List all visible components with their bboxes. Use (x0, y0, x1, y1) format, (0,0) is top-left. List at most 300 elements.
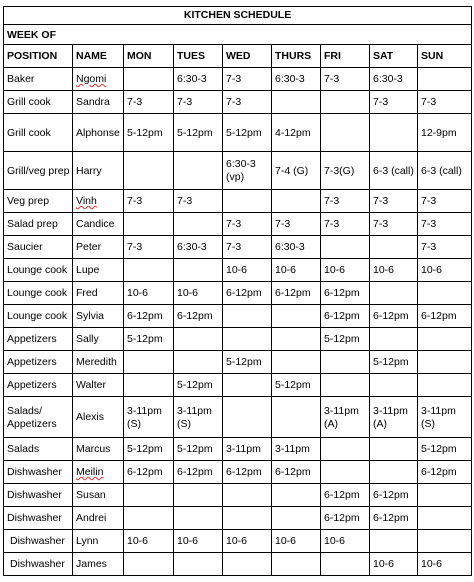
cell-fri[interactable] (321, 530, 370, 553)
cell-sun[interactable] (418, 351, 472, 374)
shift-text: 6-12pm (324, 512, 360, 524)
shift-text: 7-3 (275, 218, 291, 230)
cell-mon[interactable] (124, 68, 174, 91)
cell-name[interactable] (73, 484, 124, 507)
cell-fri[interactable] (321, 507, 370, 530)
cell-fri[interactable] (321, 374, 370, 397)
cell-tues[interactable] (174, 484, 223, 507)
shift-text: 7-3 (373, 218, 389, 230)
cell-wed[interactable] (223, 236, 272, 259)
cell-thurs[interactable] (272, 507, 321, 530)
cell-tues[interactable] (174, 236, 223, 259)
cell-tues[interactable] (174, 114, 223, 152)
position-text: Dishwasher (7, 466, 62, 478)
table-row (4, 553, 472, 576)
table-row (4, 484, 472, 507)
cell-tues[interactable] (174, 397, 223, 438)
cell-name[interactable] (73, 397, 124, 438)
shift-text: 3-11pm (S) (177, 404, 212, 430)
shift-text: 6-12pm (324, 287, 360, 299)
cell-mon[interactable] (124, 152, 174, 190)
table-row (4, 68, 472, 91)
shift-text: 3-11pm (S) (421, 404, 456, 430)
week-of-label[interactable]: WEEK OF (4, 25, 472, 45)
table-row (4, 282, 472, 305)
employee-name: Susan (76, 489, 106, 501)
cell-sat[interactable] (370, 282, 418, 305)
cell-position[interactable] (4, 305, 73, 328)
cell-name[interactable] (73, 507, 124, 530)
cell-position[interactable] (4, 374, 73, 397)
shift-text: 10-6 (177, 287, 199, 299)
shift-text: 10-6 (421, 264, 443, 276)
shift-text: 7-3 (226, 218, 242, 230)
cell-sat[interactable] (370, 236, 418, 259)
cell-sun[interactable] (418, 397, 472, 438)
cell-thurs[interactable] (272, 305, 321, 328)
shift-text: 10-6 (226, 264, 248, 276)
cell-sat[interactable] (370, 213, 418, 236)
employee-name: Sandra (76, 96, 110, 108)
header-tues[interactable]: TUES (174, 45, 223, 68)
cell-tues[interactable] (174, 374, 223, 397)
shift-text: 5-12pm (421, 443, 457, 455)
shift-text: 10-6 (127, 535, 149, 547)
table-row (4, 91, 472, 114)
header-mon[interactable]: MON (124, 45, 174, 68)
shift-text: 5-12pm (275, 379, 311, 391)
shift-text: 5-12pm (373, 356, 409, 368)
position-text: Dishwasher (7, 489, 62, 501)
shift-text: 7-3 (324, 73, 340, 85)
employee-name: Lynn (76, 535, 99, 547)
cell-name[interactable] (73, 190, 124, 213)
cell-sun[interactable] (418, 259, 472, 282)
header-sat[interactable]: SAT (370, 45, 418, 68)
position-text: Saucier (7, 241, 43, 253)
shift-text: 7-3 (177, 96, 193, 108)
header-thurs[interactable]: THURS (272, 45, 321, 68)
cell-position[interactable] (4, 152, 73, 190)
cell-mon[interactable] (124, 351, 174, 374)
cell-wed[interactable] (223, 91, 272, 114)
cell-wed[interactable] (223, 438, 272, 461)
cell-name[interactable] (73, 461, 124, 484)
shift-text: 5-12pm (177, 443, 213, 455)
table-row (4, 152, 472, 190)
cell-fri[interactable] (321, 461, 370, 484)
cell-wed[interactable] (223, 114, 272, 152)
cell-mon[interactable] (124, 553, 174, 576)
cell-thurs[interactable] (272, 259, 321, 282)
position-text: Grill cook (7, 96, 51, 108)
table-row (4, 114, 472, 152)
cell-name[interactable] (73, 91, 124, 114)
cell-fri[interactable] (321, 553, 370, 576)
cell-fri[interactable] (321, 236, 370, 259)
cell-sat[interactable] (370, 259, 418, 282)
cell-wed[interactable] (223, 530, 272, 553)
cell-thurs[interactable] (272, 236, 321, 259)
cell-fri[interactable] (321, 68, 370, 91)
cell-sun[interactable] (418, 282, 472, 305)
shift-text: 7-3 (324, 195, 340, 207)
position-text: Veg prep (7, 195, 50, 207)
employee-name: Alexis (76, 411, 105, 423)
shift-text: 10-6 (226, 535, 248, 547)
cell-thurs[interactable] (272, 374, 321, 397)
cell-mon[interactable] (124, 114, 174, 152)
schedule-title[interactable]: KITCHEN SCHEDULE (4, 7, 472, 25)
cell-name[interactable] (73, 305, 124, 328)
cell-fri[interactable] (321, 351, 370, 374)
cell-sat[interactable] (370, 484, 418, 507)
cell-name[interactable] (73, 259, 124, 282)
cell-sat[interactable] (370, 152, 418, 190)
table-row (4, 461, 472, 484)
cell-sun[interactable] (418, 374, 472, 397)
shift-text: 10-6 (324, 535, 346, 547)
cell-mon[interactable] (124, 397, 174, 438)
cell-mon[interactable] (124, 461, 174, 484)
cell-tues[interactable] (174, 351, 223, 374)
shift-text: 7-3 (421, 96, 437, 108)
cell-tues[interactable] (174, 282, 223, 305)
cell-name[interactable] (73, 351, 124, 374)
shift-text: 6-12pm (421, 310, 457, 322)
cell-thurs[interactable] (272, 530, 321, 553)
cell-fri[interactable] (321, 282, 370, 305)
cell-tues[interactable] (174, 461, 223, 484)
table-row (4, 328, 472, 351)
cell-tues[interactable] (174, 530, 223, 553)
cell-thurs[interactable] (272, 397, 321, 438)
cell-mon[interactable] (124, 374, 174, 397)
shift-text: 7-3 (226, 241, 242, 253)
header-fri[interactable]: FRI (321, 45, 370, 68)
shift-text: 6-12pm (177, 310, 213, 322)
shift-text: 6-12pm (373, 310, 409, 322)
cell-sun[interactable] (418, 91, 472, 114)
shift-text: 6-12pm (373, 489, 409, 501)
cell-sat[interactable] (370, 91, 418, 114)
shift-text: 3-11pm (A) (324, 404, 359, 430)
cell-position[interactable] (4, 530, 73, 553)
cell-position[interactable] (4, 553, 73, 576)
cell-wed[interactable] (223, 553, 272, 576)
shift-text: 6-12pm (324, 489, 360, 501)
cell-name[interactable] (73, 114, 124, 152)
table-row (4, 305, 472, 328)
cell-sat[interactable] (370, 507, 418, 530)
cell-sat[interactable] (370, 553, 418, 576)
shift-text: 7-3 (127, 195, 143, 207)
cell-wed[interactable] (223, 374, 272, 397)
cell-fri[interactable] (321, 438, 370, 461)
cell-name[interactable] (73, 282, 124, 305)
position-text: Dishwasher (7, 512, 62, 524)
cell-position[interactable] (4, 507, 73, 530)
cell-tues[interactable] (174, 190, 223, 213)
cell-thurs[interactable] (272, 190, 321, 213)
position-text: Dishwasher (10, 558, 65, 570)
shift-text: 7-3 (127, 96, 143, 108)
cell-sun[interactable] (418, 328, 472, 351)
employee-name: Harry (76, 164, 102, 177)
shift-text: 6-12pm (127, 310, 163, 322)
cell-sun[interactable] (418, 461, 472, 484)
cell-thurs[interactable] (272, 484, 321, 507)
shift-text: 5-12pm (226, 356, 262, 368)
position-text: Appetizers (7, 333, 57, 345)
column-header-row (4, 45, 472, 68)
table-row (4, 351, 472, 374)
cell-position[interactable] (4, 114, 73, 152)
cell-fri[interactable] (321, 259, 370, 282)
shift-text: 6:30-3 (177, 241, 207, 253)
cell-tues[interactable] (174, 91, 223, 114)
cell-thurs[interactable] (272, 461, 321, 484)
cell-sat[interactable] (370, 438, 418, 461)
cell-mon[interactable] (124, 438, 174, 461)
shift-text: 7-3 (373, 195, 389, 207)
cell-wed[interactable] (223, 305, 272, 328)
cell-wed[interactable] (223, 213, 272, 236)
cell-fri[interactable] (321, 152, 370, 190)
cell-thurs[interactable] (272, 351, 321, 374)
cell-sun[interactable] (418, 152, 472, 190)
cell-thurs[interactable] (272, 152, 321, 190)
position-text: Grill/veg prep (7, 164, 70, 177)
cell-wed[interactable] (223, 397, 272, 438)
kitchen-schedule-table (3, 6, 472, 576)
cell-mon[interactable] (124, 305, 174, 328)
cell-name[interactable] (73, 438, 124, 461)
cell-fri[interactable] (321, 114, 370, 152)
cell-sun[interactable] (418, 213, 472, 236)
cell-wed[interactable] (223, 351, 272, 374)
cell-sat[interactable] (370, 530, 418, 553)
cell-sat[interactable] (370, 190, 418, 213)
cell-sat[interactable] (370, 68, 418, 91)
position-text: Appetizers (7, 379, 57, 391)
cell-tues[interactable] (174, 553, 223, 576)
cell-wed[interactable] (223, 282, 272, 305)
cell-position[interactable] (4, 190, 73, 213)
cell-wed[interactable] (223, 507, 272, 530)
shift-text: 3-11pm (226, 443, 261, 455)
table-row (4, 236, 472, 259)
cell-tues[interactable] (174, 68, 223, 91)
shift-text: 6-12pm (421, 466, 457, 478)
cell-mon[interactable] (124, 259, 174, 282)
shift-text: 6-12pm (226, 287, 262, 299)
shift-text: 6-12pm (226, 466, 262, 478)
shift-text: 3-11pm (275, 443, 310, 455)
cell-sun[interactable] (418, 530, 472, 553)
cell-name[interactable] (73, 553, 124, 576)
cell-thurs[interactable] (272, 68, 321, 91)
shift-text: 10-6 (421, 558, 443, 570)
position-text: Baker (7, 73, 35, 85)
cell-tues[interactable] (174, 438, 223, 461)
cell-sun[interactable] (418, 114, 472, 152)
cell-sun[interactable] (418, 438, 472, 461)
cell-sat[interactable] (370, 328, 418, 351)
cell-position[interactable] (4, 438, 73, 461)
shift-text: 6-12pm (127, 466, 163, 478)
cell-sat[interactable] (370, 374, 418, 397)
cell-mon[interactable] (124, 282, 174, 305)
cell-tues[interactable] (174, 507, 223, 530)
cell-wed[interactable] (223, 68, 272, 91)
cell-wed[interactable] (223, 259, 272, 282)
cell-fri[interactable] (321, 328, 370, 351)
cell-mon[interactable] (124, 213, 174, 236)
cell-mon[interactable] (124, 236, 174, 259)
employee-name: Ngomi (76, 73, 107, 85)
cell-fri[interactable] (321, 484, 370, 507)
shift-text: 10-6 (177, 535, 199, 547)
cell-wed[interactable] (223, 190, 272, 213)
shift-text: 5-12pm (324, 333, 360, 345)
cell-fri[interactable] (321, 91, 370, 114)
table-row (4, 190, 472, 213)
cell-mon[interactable] (124, 507, 174, 530)
cell-sat[interactable] (370, 114, 418, 152)
employee-name: Sally (76, 333, 99, 345)
header-name[interactable]: NAME (73, 45, 124, 68)
cell-tues[interactable] (174, 152, 223, 190)
cell-name[interactable] (73, 530, 124, 553)
employee-name: Walter (76, 379, 106, 391)
shift-text: 6-12pm (324, 310, 360, 322)
shift-text: 7-3 (373, 96, 389, 108)
cell-thurs[interactable] (272, 114, 321, 152)
cell-fri[interactable] (321, 397, 370, 438)
cell-wed[interactable] (223, 484, 272, 507)
cell-tues[interactable] (174, 213, 223, 236)
cell-name[interactable] (73, 213, 124, 236)
table-row (4, 374, 472, 397)
position-text: Lounge cook (7, 287, 68, 299)
cell-sat[interactable] (370, 305, 418, 328)
cell-tues[interactable] (174, 328, 223, 351)
cell-name[interactable] (73, 236, 124, 259)
cell-position[interactable] (4, 236, 73, 259)
shift-text: 6-12pm (373, 512, 409, 524)
cell-sat[interactable] (370, 461, 418, 484)
cell-position[interactable] (4, 461, 73, 484)
cell-name[interactable] (73, 374, 124, 397)
cell-position[interactable] (4, 351, 73, 374)
shift-text: 10-6 (127, 287, 149, 299)
cell-sun[interactable] (418, 68, 472, 91)
employee-name: Lupe (76, 264, 100, 276)
shift-text: 4-12pm (275, 126, 311, 139)
cell-fri[interactable] (321, 213, 370, 236)
employee-name: Meilin (76, 466, 104, 478)
cell-sun[interactable] (418, 484, 472, 507)
employee-name: Fred (76, 287, 98, 299)
cell-name[interactable] (73, 152, 124, 190)
employee-name: Sylvia (76, 310, 105, 322)
cell-mon[interactable] (124, 91, 174, 114)
cell-name[interactable] (73, 68, 124, 91)
cell-sun[interactable] (418, 507, 472, 530)
cell-position[interactable] (4, 328, 73, 351)
cell-position[interactable] (4, 91, 73, 114)
shift-text: 7-3 (177, 195, 193, 207)
cell-fri[interactable] (321, 305, 370, 328)
cell-name[interactable] (73, 328, 124, 351)
cell-tues[interactable] (174, 305, 223, 328)
cell-position[interactable] (4, 68, 73, 91)
cell-sat[interactable] (370, 397, 418, 438)
shift-text: 7-3 (226, 73, 242, 85)
cell-sat[interactable] (370, 351, 418, 374)
cell-thurs[interactable] (272, 328, 321, 351)
cell-thurs[interactable] (272, 213, 321, 236)
cell-tues[interactable] (174, 259, 223, 282)
shift-text: 6-3 (call) (421, 164, 462, 177)
position-text: Lounge cook (7, 264, 68, 276)
cell-position[interactable] (4, 282, 73, 305)
table-row (4, 438, 472, 461)
cell-position[interactable] (4, 484, 73, 507)
table-row (4, 397, 472, 438)
shift-text: 10-6 (373, 264, 395, 276)
cell-wed[interactable] (223, 152, 272, 190)
cell-position[interactable] (4, 397, 73, 438)
employee-name: Marcus (76, 443, 111, 455)
shift-text: 5-12pm (127, 443, 163, 455)
cell-position[interactable] (4, 259, 73, 282)
cell-mon[interactable] (124, 328, 174, 351)
position-text: Dishwasher (10, 535, 65, 547)
header-wed[interactable]: WED (223, 45, 272, 68)
shift-text: 10-6 (373, 558, 395, 570)
cell-sun[interactable] (418, 236, 472, 259)
shift-text: 6-12pm (275, 287, 311, 299)
header-sun[interactable]: SUN (418, 45, 472, 68)
shift-text: 6:30-3 (vp) (226, 158, 256, 183)
cell-mon[interactable] (124, 530, 174, 553)
shift-text: 7-4 (G) (275, 164, 309, 177)
employee-name: James (76, 558, 107, 570)
employee-name: Andrei (76, 512, 107, 524)
cell-wed[interactable] (223, 328, 272, 351)
cell-thurs[interactable] (272, 438, 321, 461)
cell-sun[interactable] (418, 305, 472, 328)
cell-mon[interactable] (124, 190, 174, 213)
cell-thurs[interactable] (272, 553, 321, 576)
cell-thurs[interactable] (272, 91, 321, 114)
cell-thurs[interactable] (272, 282, 321, 305)
cell-wed[interactable] (223, 461, 272, 484)
cell-fri[interactable] (321, 190, 370, 213)
shift-text: 5-12pm (177, 126, 213, 139)
cell-sun[interactable] (418, 190, 472, 213)
shift-text: 3-11pm (S) (127, 404, 162, 430)
cell-position[interactable] (4, 213, 73, 236)
shift-text: 7-3 (324, 218, 340, 230)
cell-sun[interactable] (418, 553, 472, 576)
shift-text: 6-3 (call) (373, 164, 414, 177)
shift-text: 6:30-3 (275, 73, 305, 85)
header-position[interactable]: POSITION (4, 45, 73, 68)
cell-mon[interactable] (124, 484, 174, 507)
